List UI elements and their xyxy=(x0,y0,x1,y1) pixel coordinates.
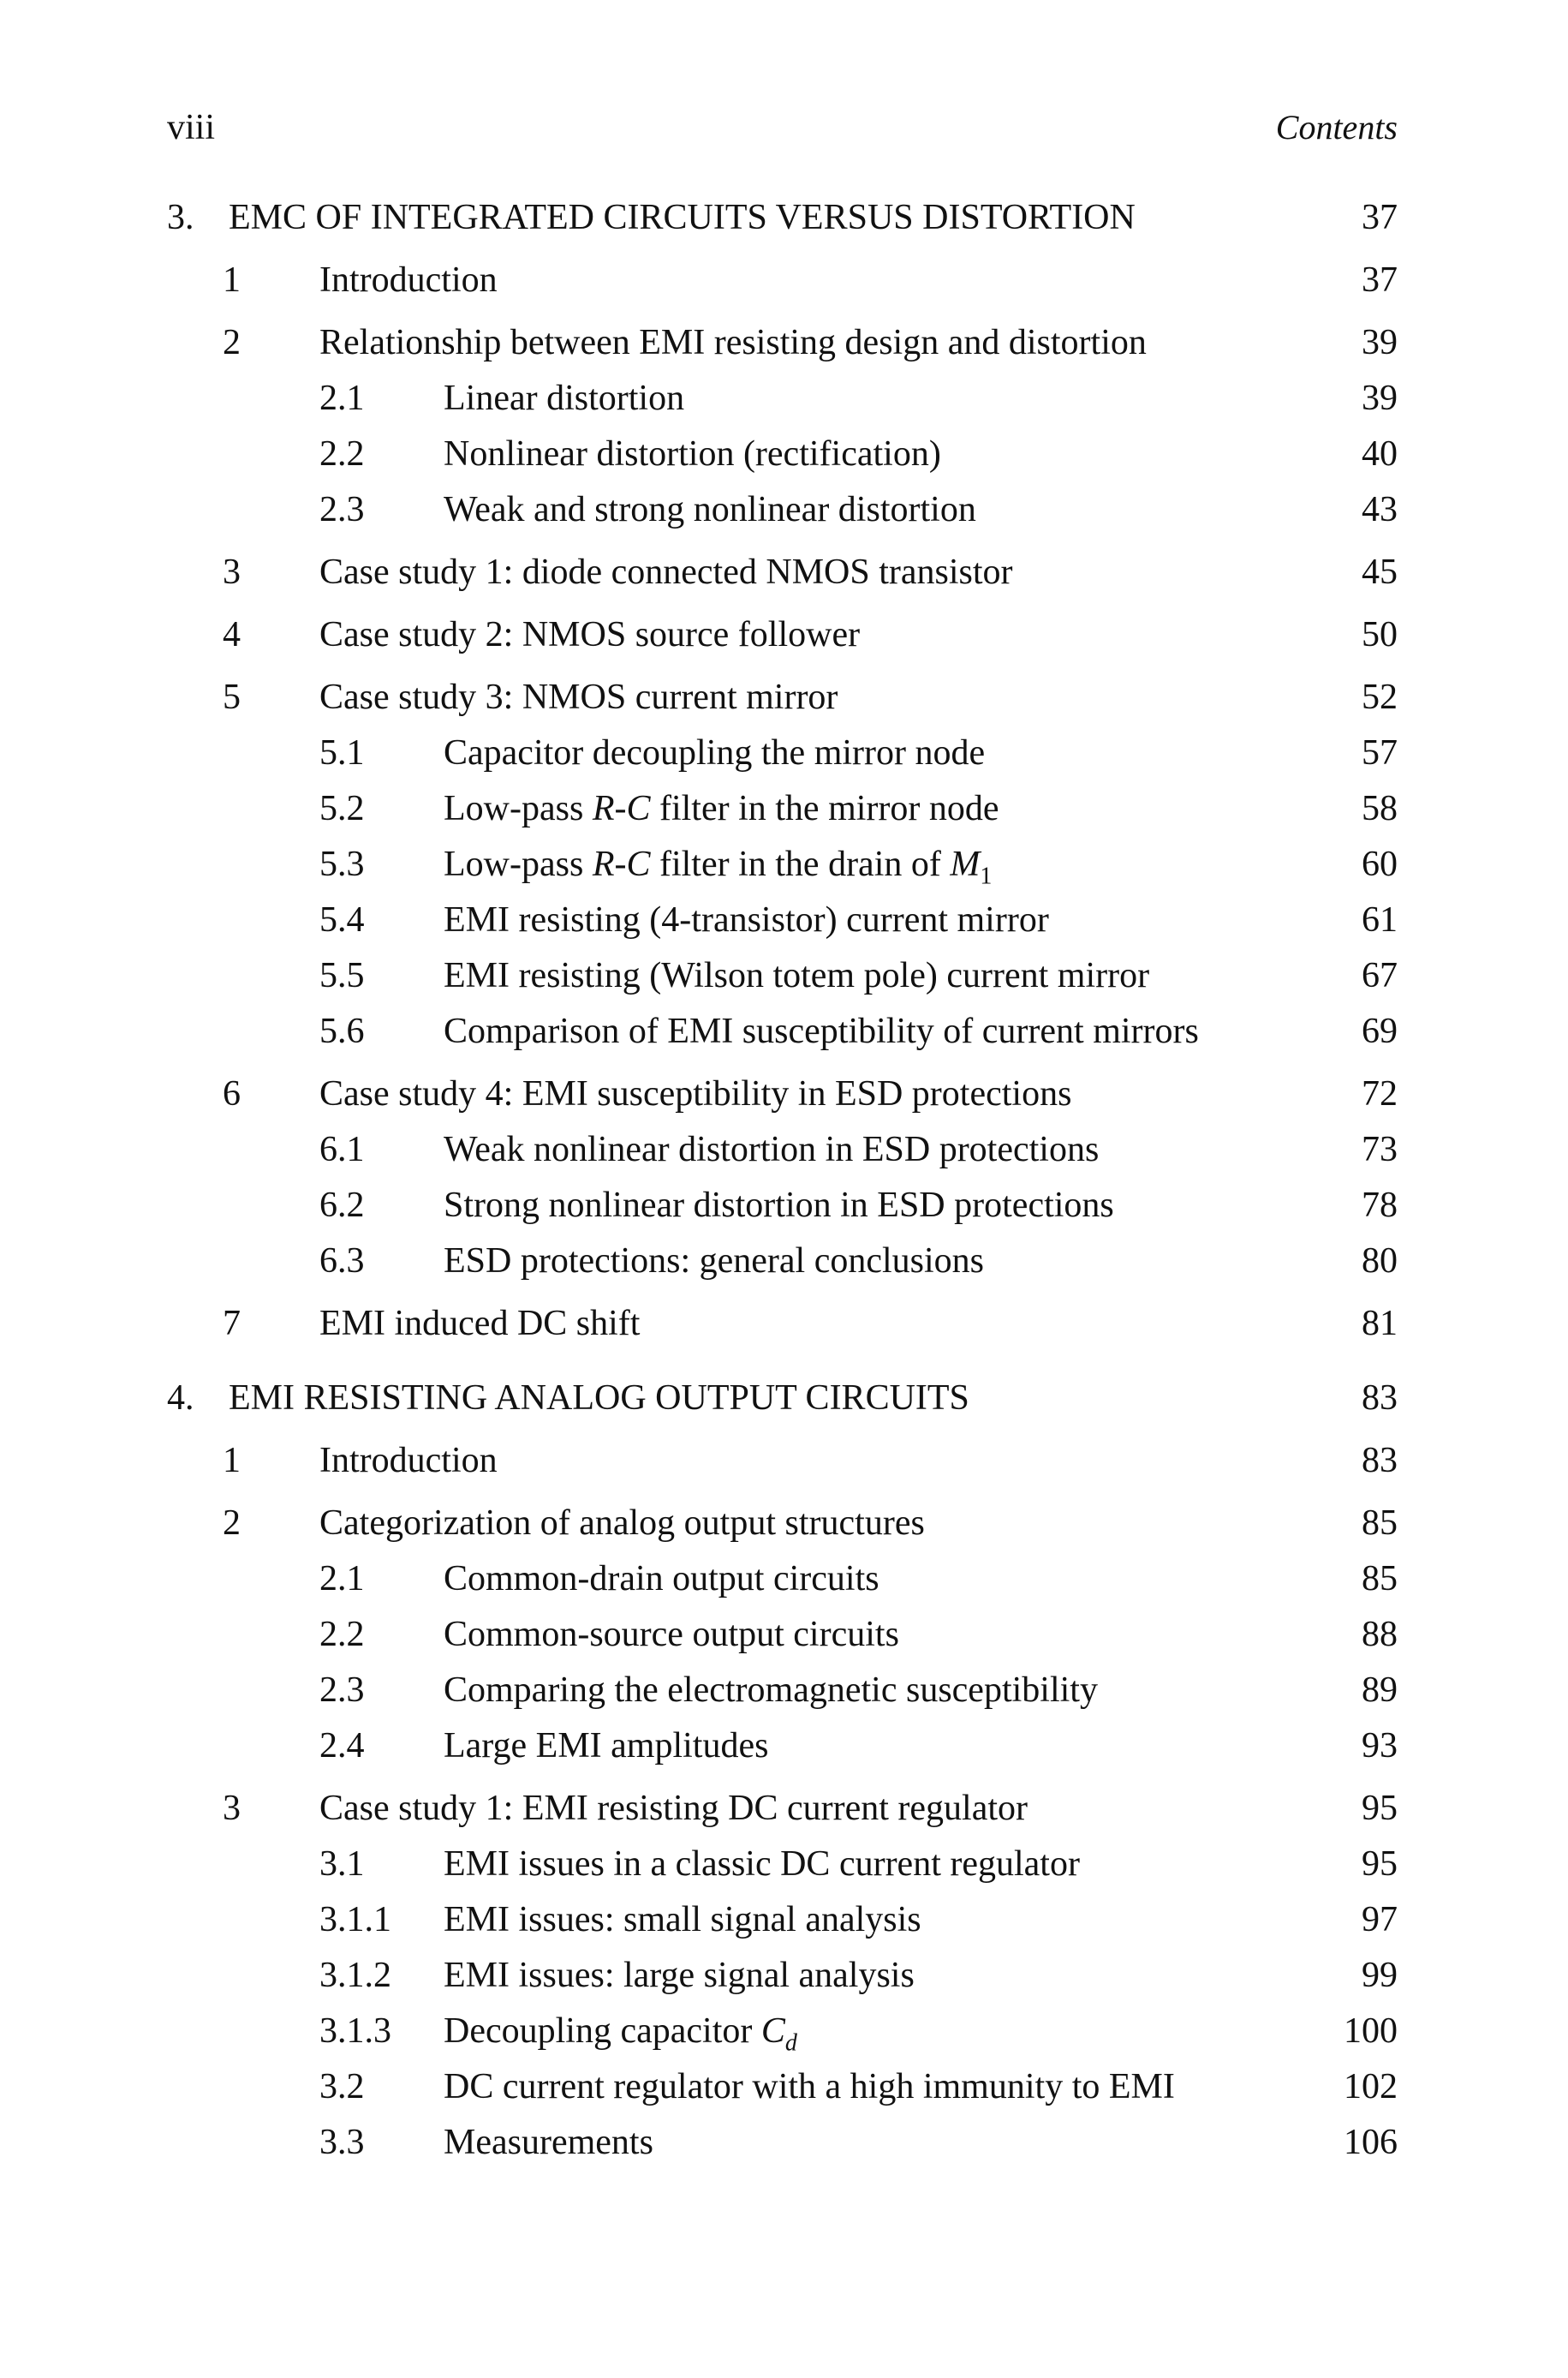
title-text: Low-pass xyxy=(444,789,593,828)
subsection-title: EMI resisting (4-transistor) current mirror xyxy=(444,900,1049,940)
subsection-number: 5.6 xyxy=(319,1012,365,1051)
toc-section-entry[interactable] xyxy=(167,1067,1398,1122)
subsection-number: 2.2 xyxy=(319,1615,365,1654)
section-title: Case study 4: EMI susceptibility in ESD protections xyxy=(319,1074,1072,1114)
page-ref: 72 xyxy=(1362,1074,1398,1114)
section-title: Case study 2: NMOS source follower xyxy=(319,615,861,654)
page-ref: 43 xyxy=(1362,490,1398,529)
subsection-number: 3.1.1 xyxy=(319,1900,391,1939)
toc-subsection-entry[interactable] xyxy=(167,1122,1398,1178)
page-ref: 99 xyxy=(1362,1956,1398,1995)
section-number: 6 xyxy=(223,1074,241,1114)
toc-subsection-entry[interactable] xyxy=(167,726,1398,781)
section-title: Introduction xyxy=(319,1441,498,1480)
math-subscript: d xyxy=(784,2029,797,2057)
toc-chapter-entry[interactable] xyxy=(167,190,1398,246)
subsection-number: 5.2 xyxy=(319,789,365,828)
page-ref: 73 xyxy=(1362,1130,1398,1169)
section-number: 4 xyxy=(223,615,241,654)
page-ref: 39 xyxy=(1362,379,1398,418)
subsection-title: DC current regulator with a high immunity to EMI xyxy=(444,2067,1175,2106)
toc-section-entry[interactable] xyxy=(167,1296,1398,1352)
toc-section-entry[interactable] xyxy=(167,1433,1398,1489)
section-title: Case study 3: NMOS current mirror xyxy=(319,678,838,717)
subsection-number: 3.3 xyxy=(319,2123,365,2162)
title-text: filter in the mirror node xyxy=(650,789,999,828)
subsection-title: Common-source output circuits xyxy=(444,1615,899,1654)
subsection-number: 5.1 xyxy=(319,733,365,773)
toc-subsection-entry[interactable] xyxy=(167,1948,1398,2004)
page-ref: 69 xyxy=(1362,1012,1398,1051)
title-text: filter in the drain of xyxy=(650,845,951,884)
subsection-title xyxy=(444,781,999,837)
section-title: EMI induced DC shift xyxy=(319,1304,641,1343)
section-title: Categorization of analog output structures xyxy=(319,1503,925,1543)
page-ref: 37 xyxy=(1362,198,1398,237)
subsection-number: 2.1 xyxy=(319,379,365,418)
toc-subsection-entry[interactable] xyxy=(167,1178,1398,1234)
subsection-number: 3.1.3 xyxy=(319,2011,391,2051)
toc-section-entry[interactable] xyxy=(167,1496,1398,1551)
page-ref: 106 xyxy=(1344,2123,1398,2162)
title-text: Decoupling capacitor xyxy=(444,2011,761,2051)
toc-subsection-entry[interactable] xyxy=(167,2004,1398,2059)
page-ref: 37 xyxy=(1362,260,1398,300)
toc-subsection-entry[interactable] xyxy=(167,893,1398,948)
page-ref: 83 xyxy=(1362,1441,1398,1480)
page-ref: 52 xyxy=(1362,678,1398,717)
page-number: viii xyxy=(167,108,216,147)
subsection-title: Weak nonlinear distortion in ESD protections xyxy=(444,1130,1100,1169)
page-ref: 83 xyxy=(1362,1378,1398,1418)
toc-chapter-entry[interactable] xyxy=(167,1371,1398,1426)
toc-subsection-entry[interactable] xyxy=(167,1234,1398,1289)
page-ref: 39 xyxy=(1362,323,1398,362)
page-ref: 50 xyxy=(1362,615,1398,654)
section-number: 5 xyxy=(223,678,241,717)
subsection-title: Large EMI amplitudes xyxy=(444,1726,769,1766)
toc-subsection-entry[interactable] xyxy=(167,482,1398,538)
subsection-title: Comparing the electromagnetic susceptibility xyxy=(444,1670,1098,1710)
toc-subsection-entry[interactable] xyxy=(167,1718,1398,1774)
subsection-title: Strong nonlinear distortion in ESD protections xyxy=(444,1186,1114,1225)
subsection-number: 5.3 xyxy=(319,845,365,884)
toc-subsection-entry[interactable] xyxy=(167,2059,1398,2115)
subsection-number: 3.1 xyxy=(319,1844,365,1884)
chapter-number: 4. xyxy=(167,1378,194,1418)
running-title: Contents xyxy=(1275,108,1398,146)
chapter-number: 3. xyxy=(167,198,194,237)
subsection-title: Linear distortion xyxy=(444,379,685,418)
toc-subsection-entry[interactable] xyxy=(167,781,1398,837)
subsection-number: 2.3 xyxy=(319,490,365,529)
toc-subsection-entry[interactable] xyxy=(167,948,1398,1004)
section-number: 3 xyxy=(223,553,241,592)
math-symbol: R-C xyxy=(592,845,651,884)
page-ref: 85 xyxy=(1362,1503,1398,1543)
subsection-number: 5.5 xyxy=(319,956,365,995)
section-number: 7 xyxy=(223,1304,241,1343)
section-title: Case study 1: EMI resisting DC current regulator xyxy=(319,1789,1028,1828)
section-title: Case study 1: diode connected NMOS transistor xyxy=(319,553,1013,592)
section-number: 3 xyxy=(223,1789,241,1828)
page-ref: 58 xyxy=(1362,789,1398,828)
title-text: Low-pass xyxy=(444,845,593,884)
subsection-number: 2.2 xyxy=(319,434,365,474)
page-ref: 61 xyxy=(1362,900,1398,940)
subsection-number: 6.1 xyxy=(319,1130,365,1169)
toc-section-entry[interactable] xyxy=(167,670,1398,726)
subsection-number: 3.1.2 xyxy=(319,1956,391,1995)
toc-section-entry[interactable] xyxy=(167,315,1398,371)
subsection-title: ESD protections: general conclusions xyxy=(444,1241,985,1281)
table-of-contents xyxy=(167,190,1398,2171)
toc-subsection-entry[interactable] xyxy=(167,837,1398,893)
chapter-title: EMI RESISTING ANALOG OUTPUT CIRCUITS xyxy=(229,1378,969,1418)
section-title: Relationship between EMI resisting design and distortion xyxy=(319,323,1147,362)
subsection-title: Common-drain output circuits xyxy=(444,1559,879,1598)
toc-subsection-entry[interactable] xyxy=(167,1004,1398,1060)
page-ref: 60 xyxy=(1362,845,1398,884)
toc-subsection-entry[interactable] xyxy=(167,427,1398,482)
math-symbol: C xyxy=(760,2011,785,2051)
page-ref: 80 xyxy=(1362,1241,1398,1281)
page-ref: 102 xyxy=(1344,2067,1398,2106)
page-header xyxy=(167,107,1398,158)
toc-section-entry[interactable] xyxy=(167,253,1398,308)
subsection-number: 2.3 xyxy=(319,1670,365,1710)
toc-section-entry[interactable] xyxy=(167,545,1398,600)
page-ref: 81 xyxy=(1362,1304,1398,1343)
subsection-title: EMI issues: small signal analysis xyxy=(444,1900,921,1939)
section-number: 1 xyxy=(223,1441,241,1480)
page-ref: 89 xyxy=(1362,1670,1398,1710)
page-ref: 95 xyxy=(1362,1789,1398,1828)
toc-subsection-entry[interactable] xyxy=(167,1837,1398,1892)
toc-section-entry[interactable] xyxy=(167,1781,1398,1837)
page-ref: 88 xyxy=(1362,1615,1398,1654)
page-ref: 85 xyxy=(1362,1559,1398,1598)
page-ref: 97 xyxy=(1362,1900,1398,1939)
subsection-number: 2.1 xyxy=(319,1559,365,1598)
subsection-number: 5.4 xyxy=(319,900,365,940)
subsection-title xyxy=(444,837,992,893)
subsection-title: EMI issues: large signal analysis xyxy=(444,1956,915,1995)
subsection-number: 3.2 xyxy=(319,2067,365,2106)
subsection-title xyxy=(444,2004,797,2059)
page-ref: 93 xyxy=(1362,1726,1398,1766)
page-ref: 40 xyxy=(1362,434,1398,474)
section-number: 2 xyxy=(223,1503,241,1543)
page-ref: 95 xyxy=(1362,1844,1398,1884)
math-symbol: M xyxy=(950,845,981,884)
math-subscript: 1 xyxy=(980,863,993,890)
toc-subsection-entry[interactable] xyxy=(167,371,1398,427)
toc-subsection-entry[interactable] xyxy=(167,1551,1398,1607)
subsection-title: Measurements xyxy=(444,2123,653,2162)
page-ref: 57 xyxy=(1362,733,1398,773)
subsection-title: Weak and strong nonlinear distortion xyxy=(444,490,976,529)
section-number: 1 xyxy=(223,260,241,300)
page-ref: 67 xyxy=(1362,956,1398,995)
subsection-number: 6.3 xyxy=(319,1241,365,1281)
section-number: 2 xyxy=(223,323,241,362)
page-ref: 100 xyxy=(1344,2011,1398,2051)
subsection-number: 6.2 xyxy=(319,1186,365,1225)
page-ref: 45 xyxy=(1362,553,1398,592)
section-title: Introduction xyxy=(319,260,498,300)
subsection-title: EMI resisting (Wilson totem pole) current mirror xyxy=(444,956,1150,995)
page-ref: 78 xyxy=(1362,1186,1398,1225)
subsection-title: Nonlinear distortion (rectification) xyxy=(444,434,941,474)
chapter-title: EMC OF INTEGRATED CIRCUITS VERSUS DISTORTION xyxy=(229,198,1136,237)
math-symbol: R-C xyxy=(592,789,651,828)
subsection-number: 2.4 xyxy=(319,1726,365,1766)
toc-subsection-entry[interactable] xyxy=(167,1607,1398,1663)
toc-section-entry[interactable] xyxy=(167,607,1398,663)
toc-subsection-entry[interactable] xyxy=(167,1663,1398,1718)
subsection-title: Comparison of EMI susceptibility of current mirrors xyxy=(444,1012,1199,1051)
toc-subsection-entry[interactable] xyxy=(167,1892,1398,1948)
subsection-title: Capacitor decoupling the mirror node xyxy=(444,733,986,773)
subsection-title: EMI issues in a classic DC current regulator xyxy=(444,1844,1080,1884)
toc-subsection-entry[interactable] xyxy=(167,2115,1398,2171)
